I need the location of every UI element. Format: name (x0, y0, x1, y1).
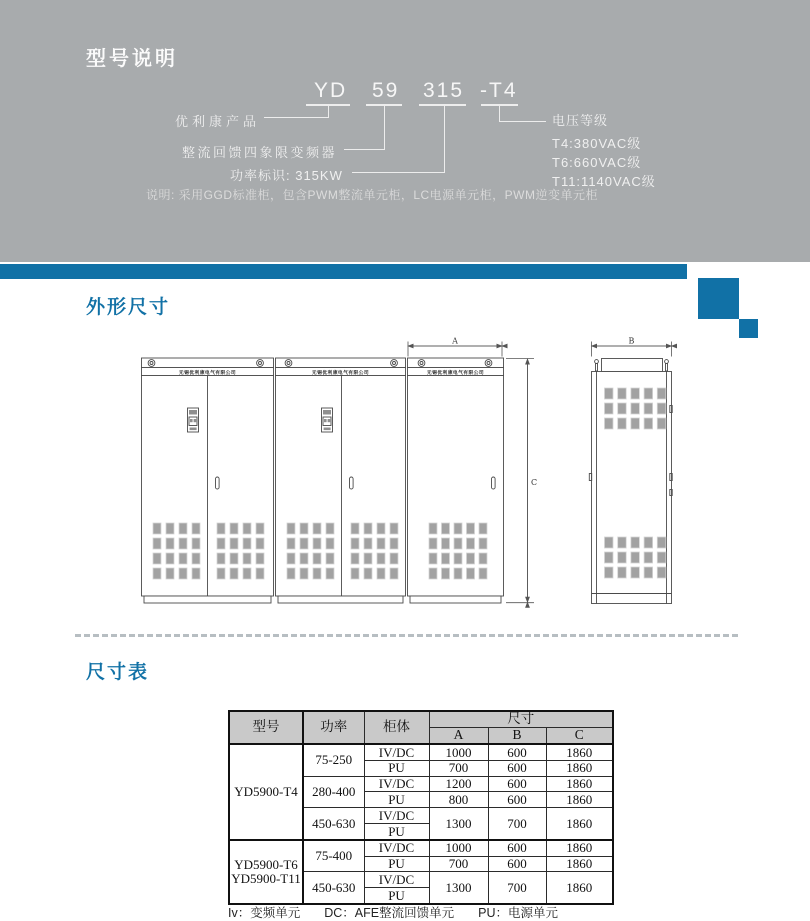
leader-voltage (499, 121, 546, 122)
col-header-model: 型号 (229, 711, 303, 744)
voltage-t4: T4:380VAC级 (552, 136, 642, 151)
power-cell: 450-630 (303, 872, 364, 904)
cabinet-cell: PU (364, 888, 429, 904)
cabinet-cell: PU (364, 823, 429, 839)
dim-c-cell: 1860 (546, 808, 613, 840)
dim-b-cell: 600 (488, 776, 546, 792)
front-view-drawing (142, 337, 538, 604)
dim-b-cell: 700 (488, 808, 546, 840)
model-cell-t6-t11 (229, 840, 303, 904)
voltage-title: 电压等级 (552, 113, 609, 128)
dim-a-cell: 1000 (429, 744, 488, 760)
legend-pu: PU：电源单元 (478, 906, 558, 920)
legend-iv: Iv：变频单元 (228, 906, 301, 920)
dimension-table (228, 710, 614, 905)
company-label: 无锡优利康电气有限公司 (178, 370, 237, 376)
dim-b-cell: 600 (488, 856, 546, 872)
cabinet-cell: PU (364, 792, 429, 808)
dim-a-cell: 800 (429, 792, 488, 808)
cabinet-3 (408, 358, 504, 603)
model-name-line: YD5900-T6 (234, 857, 298, 873)
cabinet-cell: PU (364, 856, 429, 872)
power-cell: 280-400 (303, 776, 364, 808)
dimension-a (408, 337, 502, 357)
cabinet-2 (276, 358, 406, 603)
voltage-t6: T6:660VAC级 (552, 155, 642, 170)
accent-square-large (698, 278, 739, 319)
company-label: 无锡优利康电气有限公司 (311, 370, 370, 376)
cabinet-cell: PU (364, 760, 429, 776)
table-row (229, 840, 613, 856)
col-header-c: C (546, 728, 613, 745)
dim-b-cell: 600 (488, 744, 546, 760)
leader-series (344, 149, 385, 150)
model-cell-t4: YD5900-T4 (229, 744, 303, 840)
cabinet-cell: IV/DC (364, 776, 429, 792)
leader-brand (264, 117, 329, 118)
legend-dc: DC：AFE整流回馈单元 (324, 906, 455, 920)
model-explanation-panel (0, 0, 810, 262)
dimension-b (592, 337, 672, 357)
col-header-cabinet: 柜体 (364, 711, 429, 744)
dim-c-cell: 1860 (546, 856, 613, 872)
cabinet-drawing (130, 336, 705, 615)
underline-315 (419, 104, 466, 106)
dim-c-cell: 1860 (546, 872, 613, 904)
dim-a-cell: 700 (429, 760, 488, 776)
side-view-drawing (589, 337, 672, 604)
model-note: 说明: 采用GGD标准柜，包含PWM整流单元柜，LC电源单元柜，PWM逆变单元柜 (146, 188, 598, 202)
label-power: 功率标识: 315KW (230, 168, 343, 183)
connector-59 (384, 105, 385, 150)
dim-c-cell: 1860 (546, 776, 613, 792)
dim-c-cell: 1860 (546, 760, 613, 776)
cabinet-cell: IV/DC (364, 744, 429, 760)
accent-square-small (739, 319, 758, 338)
dim-label-c: C (531, 478, 538, 487)
section-title-dim-table: 尺寸表 (86, 662, 150, 683)
power-cell: 75-400 (303, 840, 364, 872)
dim-label-a: A (452, 336, 458, 346)
table-header-row (229, 711, 613, 728)
table-row (229, 744, 613, 760)
cabinet-cell: IV/DC (364, 840, 429, 856)
dim-a-cell: 1000 (429, 840, 488, 856)
cabinet-1 (142, 358, 274, 603)
dim-b-cell: 600 (488, 760, 546, 776)
model-code-315: 315 (423, 79, 465, 102)
col-header-size: 尺寸 (429, 711, 613, 728)
dim-a-cell: 1200 (429, 776, 488, 792)
section-title-model: 型号说明 (86, 48, 178, 70)
dimension-table-wrap (228, 710, 614, 905)
accent-band (0, 264, 687, 279)
table-legend (228, 903, 582, 921)
dimension-c (506, 359, 537, 603)
dim-a-cell: 1300 (429, 808, 488, 840)
dim-c-cell: 1860 (546, 792, 613, 808)
section-title-outline: 外形尺寸 (86, 297, 171, 318)
label-brand: 优利康产品 (175, 114, 261, 129)
dim-a-cell: 700 (429, 856, 488, 872)
model-code-t4: -T4 (480, 79, 518, 102)
keypad-display (322, 408, 333, 432)
label-series: 整流回馈四象限变频器 (182, 145, 338, 160)
power-cell: 450-630 (303, 808, 364, 840)
keypad-display (188, 408, 199, 432)
col-header-a: A (429, 728, 488, 745)
company-label: 无锡优利康电气有限公司 (426, 370, 485, 376)
dim-c-cell: 1860 (546, 840, 613, 856)
col-header-b: B (488, 728, 546, 745)
model-code-yd: YD (314, 79, 348, 102)
dim-b-cell: 600 (488, 792, 546, 808)
cabinet-cell: IV/DC (364, 872, 429, 888)
dim-a-cell: 1300 (429, 872, 488, 904)
cabinet-cell: IV/DC (364, 808, 429, 824)
dim-c-cell: 1860 (546, 744, 613, 760)
connector-315 (444, 105, 445, 173)
connector-t4 (499, 105, 500, 122)
power-cell: 75-250 (303, 744, 364, 776)
model-name-line: YD5900-T11 (231, 870, 301, 886)
dim-label-b: B (628, 336, 635, 346)
dashed-divider (75, 634, 738, 637)
voltage-t11: T11:1140VAC级 (552, 174, 656, 189)
col-header-power: 功率 (303, 711, 364, 744)
dim-b-cell: 600 (488, 840, 546, 856)
leader-power (352, 172, 445, 173)
model-code-59: 59 (372, 79, 400, 102)
dim-b-cell: 700 (488, 872, 546, 904)
